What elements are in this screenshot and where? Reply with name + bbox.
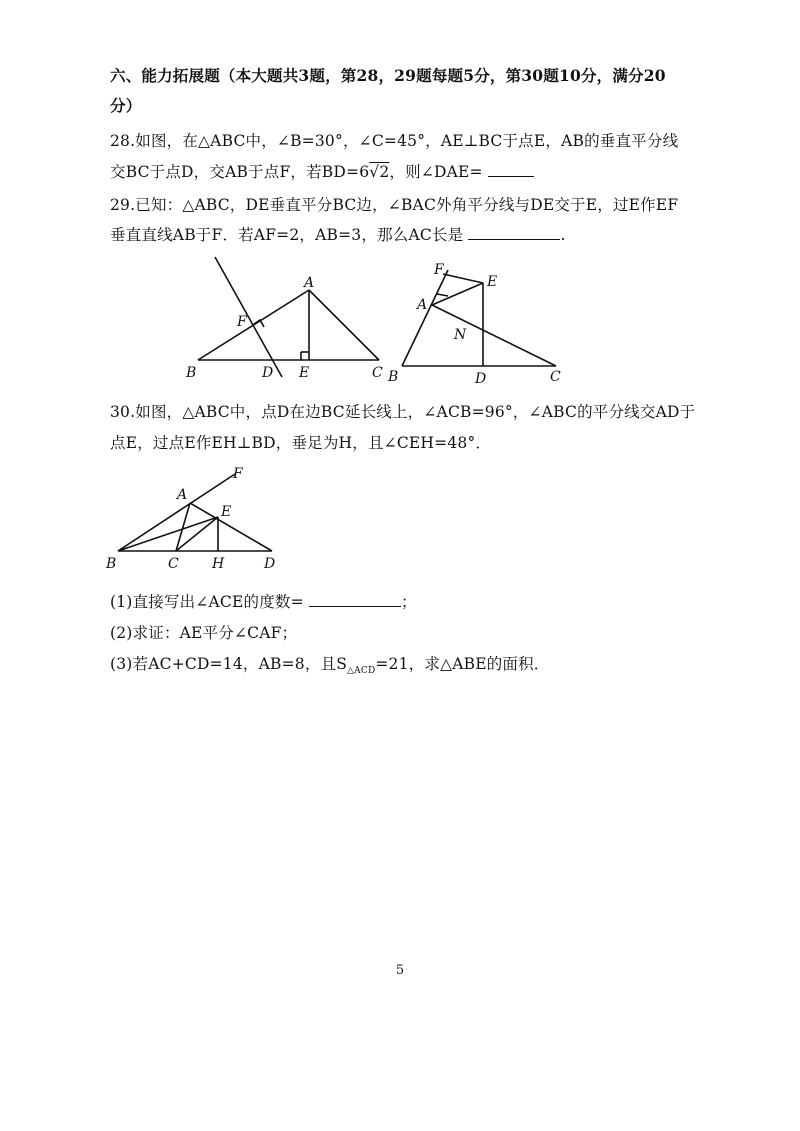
fig28-label-f: F — [237, 314, 247, 330]
q30-part1-blank — [309, 592, 401, 607]
fig29-label-n: N — [454, 327, 467, 343]
fig30-label-c: C — [168, 556, 179, 572]
fig29-label-b: B — [388, 369, 399, 385]
fig28-label-e: E — [299, 365, 310, 381]
q29-line1: 29.已知：△ABC，DE垂直平分BC边，∠BAC外角平分线与DE交于E，过E作EF — [110, 196, 679, 214]
q28-sqrt: √2 — [369, 163, 390, 181]
fig30-label-b: B — [106, 556, 117, 572]
fig30-segment-ce — [176, 517, 218, 551]
q30-part3 — [110, 652, 550, 676]
fig29-label-a: A — [417, 297, 428, 313]
q29-line2-end: . — [560, 226, 566, 244]
q30-part1 — [110, 590, 417, 612]
q28-line1: 28.如图，在△ABC中，∠B=30°，∠C=45°，AE⊥BC于点E，AB的垂直平分线 — [110, 132, 679, 150]
fig29-label-f: F — [434, 262, 444, 278]
q30-part1-text: (1)直接写出∠ACE的度数= — [110, 593, 304, 611]
fig28-label-c: C — [372, 365, 383, 381]
q28-line2-post: ，则∠DAE= — [389, 163, 483, 181]
fig30-label-h: H — [212, 556, 225, 572]
section-title: 六、能力拓展题（本大题共3题，第28，29题每题5分，第30题10分，满分20 — [110, 66, 666, 85]
q30-part3-pre: (3)若AC+CD=14，AB=8，且S — [110, 655, 348, 673]
q29-line2-text: 垂直直线AB于F．若AF=2，AB=3，那么AC长是 — [110, 226, 464, 244]
fig30-label-f: F — [233, 466, 243, 482]
fig29-label-d: D — [475, 371, 487, 387]
fig30-label-e: E — [221, 504, 232, 520]
q30-line2: 点E，过点E作EH⊥BD，垂足为H，且∠CEH=48°． — [110, 434, 492, 452]
fig29-label-e: E — [487, 274, 498, 290]
q30-part1-end: ； — [400, 593, 417, 611]
fig28-label-d: D — [262, 365, 274, 381]
page-number: 5 — [395, 963, 405, 978]
fig29-label-c: C — [550, 369, 561, 385]
q30-part3-sub: △ACD — [347, 666, 376, 677]
q30-line1: 30.如图，△ABC中，点D在边BC延长线上，∠ACB=96°，∠ABC的平分线交AD于 — [110, 403, 696, 421]
q30-part3-post: =21，求△ABE的面积． — [375, 655, 550, 673]
fig28-label-b: B — [186, 365, 197, 381]
q30-part2: (2)求证：AE平分∠CAF； — [110, 624, 298, 642]
q28-line2-pre: 交BC于点D，交AB于点F，若BD=6 — [110, 163, 370, 181]
section-title-continued: 分） — [110, 96, 142, 115]
fig30-segment-be — [118, 517, 218, 551]
fig30-label-a: A — [177, 487, 188, 503]
fig28-label-a: A — [304, 275, 315, 291]
fig30-label-d: D — [264, 556, 276, 572]
